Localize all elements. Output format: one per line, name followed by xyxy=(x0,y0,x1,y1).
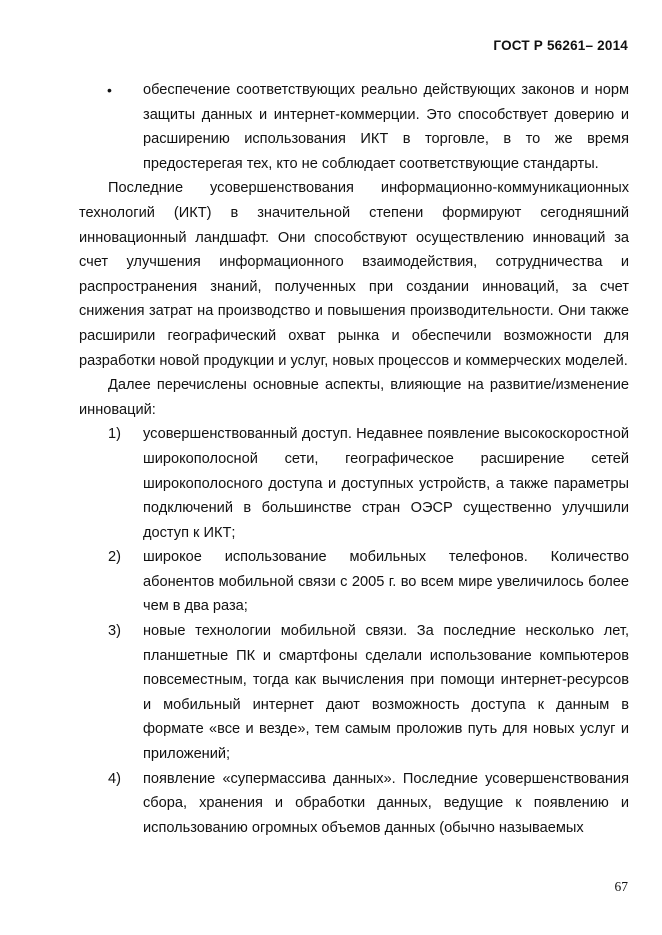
paragraph-ict-developments: Последние усовершенствования информационно-коммуникационных технологий (ИКТ) в значительной степени формируют сегодняшний инновационный ландшафт. Они способствуют осуществлению инноваций за счет улучшения информационного взаимодействия, сотрудничества и распространения знаний, полученных при создании инноваций, за счет снижения затрат на производство и повышения производительности. Они также расширили географический охват рынка и обеспечили возможности для разработки новой продукции и услуг, новых процессов и коммерческих моделей. xyxy=(79,180,629,369)
list-item-text: широкое использование мобильных телефонов. Количество абонентов мобильной связи с 2005 г. во всем мире увеличилось более чем в два раза; xyxy=(143,549,629,615)
list-item xyxy=(79,545,629,619)
paragraph-aspects-intro: Далее перечислены основные аспекты, влияющие на развитие/изменение инноваций: xyxy=(79,377,629,418)
list-item xyxy=(79,619,629,767)
list-item-text: усовершенствованный доступ. Недавнее появление высокоскоростной широкополосной сети, географическое расширение сетей широкополосного доступа и доступных устройств, а также параметры подключений в большинстве стран ОЭСР существенно улучшили доступ к ИКТ; xyxy=(143,426,629,541)
list-item-text: новые технологии мобильной связи. За последние несколько лет, планшетные ПК и смартфоны сделали использование компьютеров повсеместным, тогда как вычисления при помощи интернет-ресурсов и мобильный интернет дают возможность доступа к данным в формате «все и везде», тем самым проложив путь для новых услуг и приложений; xyxy=(143,623,629,763)
page-number: 67 xyxy=(614,879,628,894)
list-item xyxy=(79,767,629,841)
document-header: ГОСТ Р 56261– 2014 xyxy=(493,38,628,53)
bullet-marker: • xyxy=(107,82,112,98)
list-item-marker: 4) xyxy=(108,770,121,787)
bullet-text: обеспечение соответствующих реально действующих законов и норм защиты данных и интернет-коммерции. Это способствует доверию и расширению использования ИКТ в торговле, в то же время предостерегая тех, кто не соблюдает соответствующие стандарты. xyxy=(143,82,629,172)
page-body xyxy=(79,78,629,840)
list-item xyxy=(79,422,629,545)
list-item-marker: 2) xyxy=(108,549,121,566)
list-item-text: появление «супермассива данных». Последние усовершенствования сбора, хранения и обработки данных, ведущие к появлению и использованию огромных объемов данных (обычно называемых xyxy=(143,770,629,836)
list-item-marker: 3) xyxy=(108,623,121,640)
bullet-item xyxy=(79,78,629,176)
list-item-marker: 1) xyxy=(108,426,121,443)
